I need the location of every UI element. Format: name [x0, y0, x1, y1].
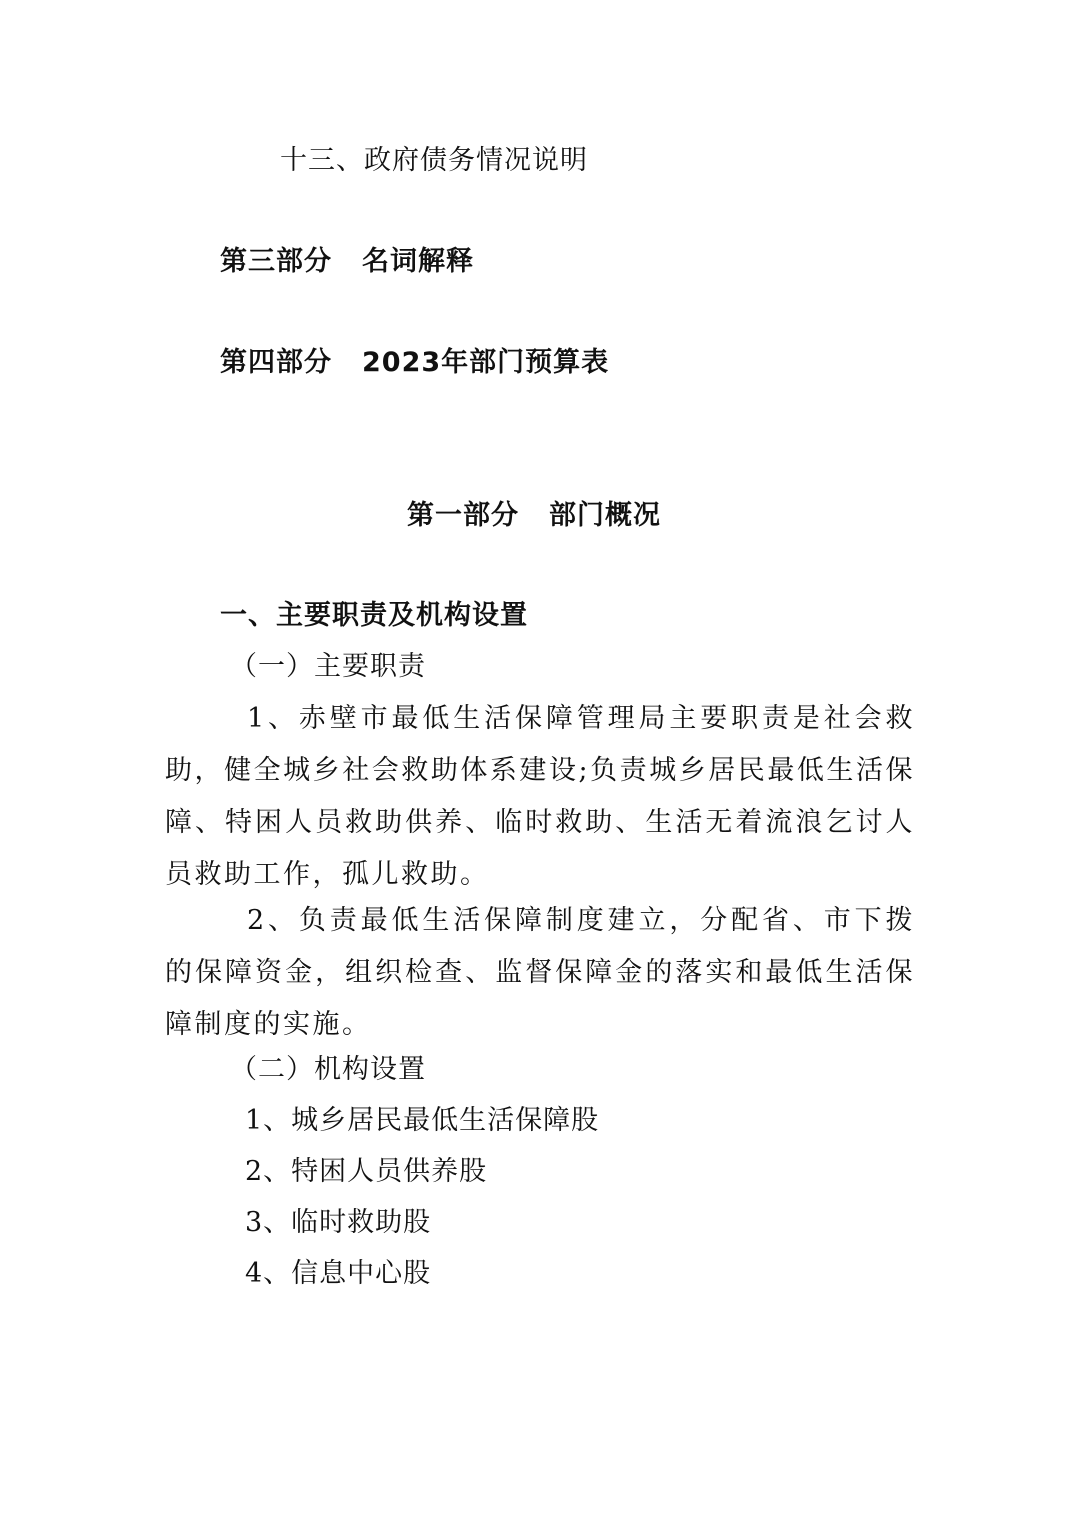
toc-item-13: 十三、政府债务情况说明	[280, 145, 588, 176]
subsection-org-setup: （二）机构设置	[230, 1054, 426, 1085]
toc-part-3	[220, 244, 474, 280]
toc-part-3-number: 第三部分	[220, 246, 332, 277]
section-1-heading: 一、主要职责及机构设置	[220, 600, 528, 631]
duties-paragraph-2: 2、负责最低生活保障制度建立，分配省、市下拨的保障资金，组织检查、监督保障金的落实和最低生活保障制度的实施。	[165, 905, 915, 1040]
toc-part-4	[220, 345, 609, 381]
org-item-3: 3、临时救助股	[245, 1207, 432, 1238]
part-1-title	[407, 498, 661, 534]
subsection-main-duties: （一）主要职责	[230, 651, 426, 682]
toc-part-4-number: 第四部分	[220, 347, 332, 378]
duties-paragraph-1: 1、赤壁市最低生活保障管理局主要职责是社会救助，健全城乡社会救助体系建设;负责城乡居民最低生活保障、特困人员救助供养、临时救助、生活无着流浪乞讨人员救助工作，孤儿救助。	[165, 703, 915, 890]
org-item-1: 1、城乡居民最低生活保障股	[245, 1105, 600, 1136]
toc-part-4-title: 2023年部门预算表	[362, 347, 610, 378]
org-item-4: 4、信息中心股	[245, 1258, 432, 1289]
org-item-2: 2、特困人员供养股	[245, 1156, 488, 1187]
part-1-name: 部门概况	[549, 500, 661, 531]
part-1-number: 第一部分	[407, 500, 519, 531]
toc-part-3-title: 名词解释	[362, 246, 474, 277]
